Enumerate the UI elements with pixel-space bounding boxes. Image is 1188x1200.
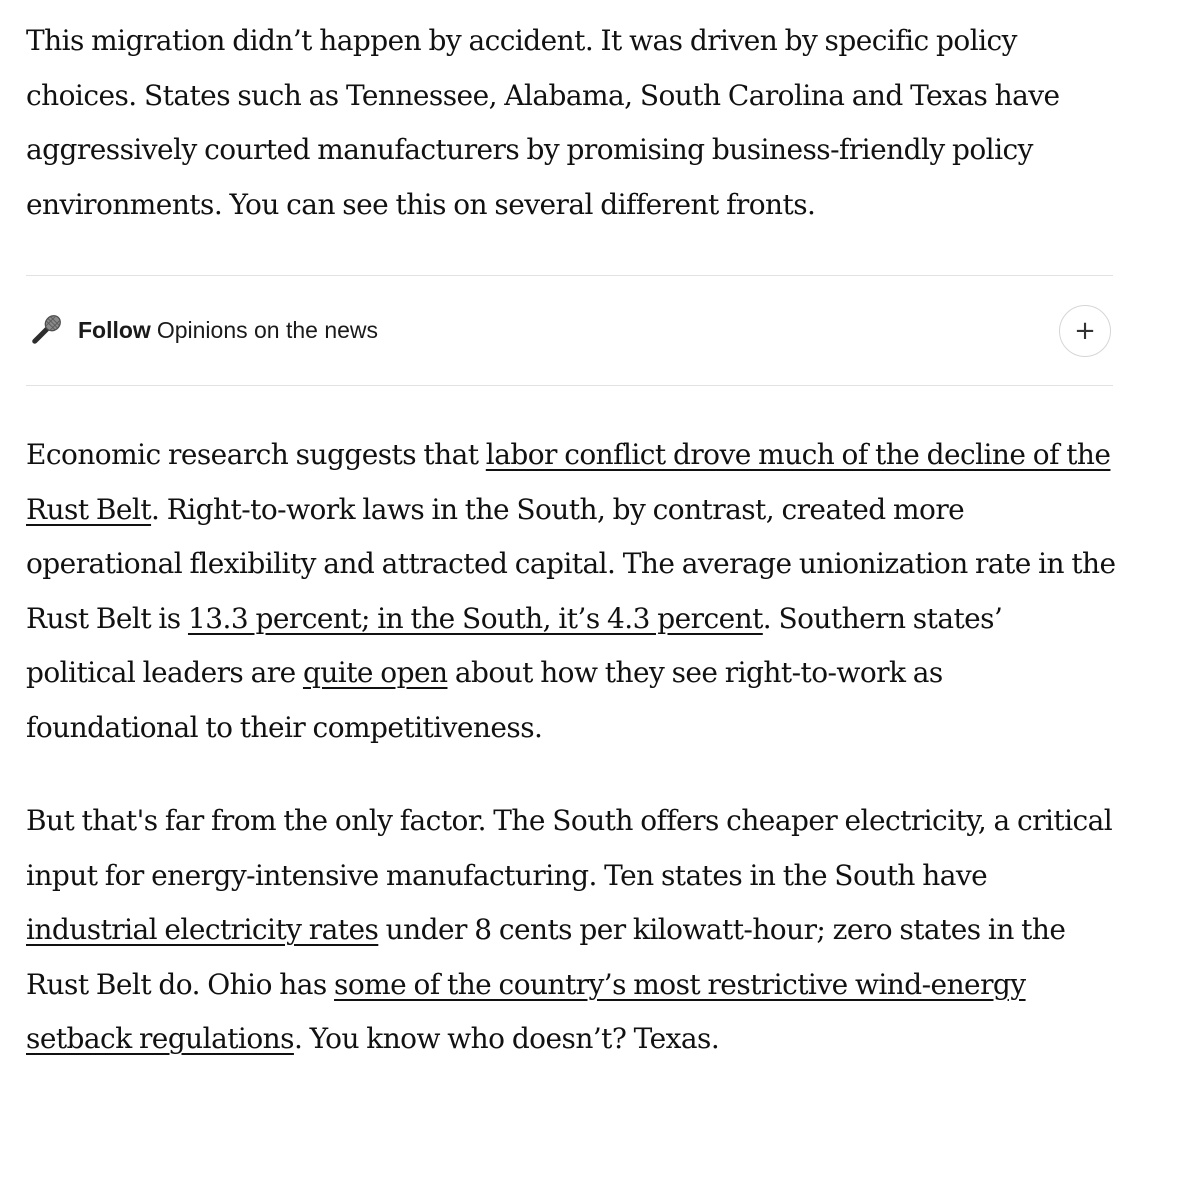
article-body — [26, 14, 1116, 1067]
paragraph-electricity-tail: . You know who doesn’t? Texas. — [293, 1022, 720, 1055]
paragraph-migration — [26, 14, 1116, 232]
paragraph-labor-mid1: . Right-to-work laws in the South, by contrast, created more operational flexibility and attracted capital. The average unionization rate in the Rust Belt is — [26, 492, 1116, 635]
follow-topic-label-group — [26, 312, 378, 350]
follow-topic-bar — [26, 275, 1113, 386]
follow-topic-name: Opinions on the news — [156, 317, 379, 343]
link-quite-open[interactable]: quite open — [302, 656, 448, 689]
paragraph-migration-text: This migration didn’t happen by accident. It was driven by specific policy choices. States such as Tennessee, Alabama, South Carolina and Texas have aggressively courted manufacturers by promising business-friendly policy environments. You can see this on several different fronts. — [26, 24, 1060, 221]
plus-icon: + — [1074, 315, 1096, 346]
follow-add-button[interactable] — [1059, 305, 1111, 357]
paragraph-electricity-mid1: under 8 cents per kilowatt-hour; zero states in the Rust Belt do. Ohio has — [26, 913, 1066, 1001]
paragraph-labor-lead: Economic research suggests that — [26, 438, 486, 471]
link-industrial-electricity-rates[interactable]: industrial electricity rates — [26, 913, 379, 946]
paragraph-electricity-lead: But that's far from the only factor. The South offers cheaper electricity, a critical input for energy-intensive manufacturing. Ten states in the South have — [26, 804, 1113, 892]
microphone-icon — [26, 312, 64, 350]
follow-label: Follow — [78, 317, 151, 343]
paragraph-labor-tail: about how they see right-to-work as foundational to their competitiveness. — [26, 656, 943, 744]
link-wind-energy-setback[interactable]: some of the country’s most restrictive wind-energy setback regulations — [26, 967, 1026, 1055]
link-labor-conflict[interactable]: labor conflict drove much of the decline of the Rust Belt — [26, 438, 1111, 526]
paragraph-labor — [26, 428, 1116, 755]
follow-text — [78, 317, 378, 344]
paragraph-labor-mid2: . Southern states’ political leaders are — [26, 601, 1003, 689]
link-unionization-rate[interactable]: 13.3 percent; in the South, it’s 4.3 percent — [187, 601, 763, 635]
paragraph-electricity — [26, 794, 1116, 1067]
